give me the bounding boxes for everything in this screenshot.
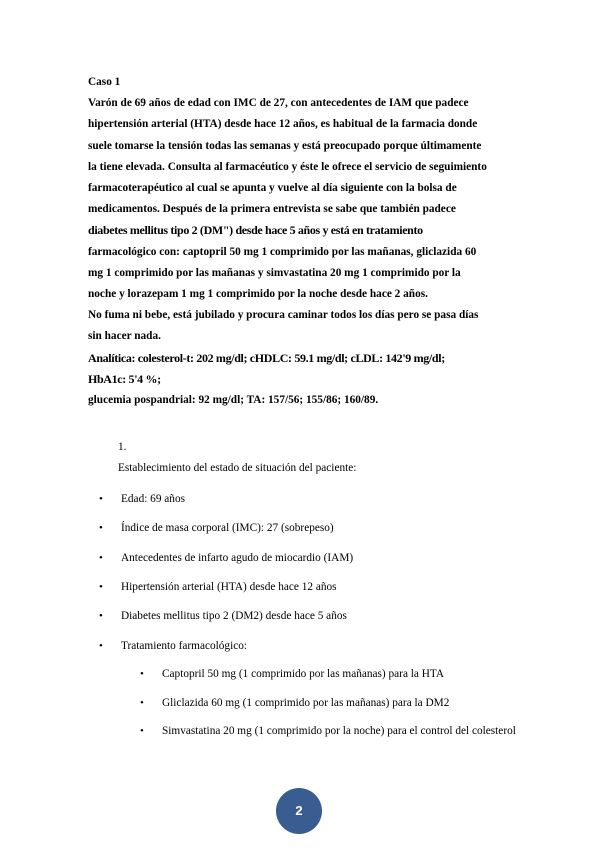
bullet-dot-icon: • [99,610,103,622]
case-line: sin hacer nada. [88,330,161,343]
case-line: suele tomarse la tensión todas las semanas y está preocupado porque últimamente [88,139,482,152]
bullet-dot-icon: • [140,668,144,680]
section-heading: Establecimiento del estado de situación del paciente: [118,462,357,474]
case-line: Varón de 69 años de edad con IMC de 27, con antecedentes de IAM que padece [88,97,469,110]
bullet-text: Hipertensión arterial (HTA) desde hace 12 años [121,581,337,593]
bullet-text: Tratamiento farmacológico: [121,640,248,652]
case-line: No fuma ni bebe, está jubilado y procura caminar todos los días pero se pasa días [88,309,479,322]
case-line: mg 1 comprimido por las mañanas y simvastatina 20 mg 1 comprimido por la [88,266,461,279]
case-title: Caso 1 [88,76,121,88]
bullet-text: Diabetes mellitus tipo 2 (DM2) desde hace 5 años [121,610,347,622]
case-line: farmacoterapéutico al cual se apunta y vuelve al día siguiente con la bolsa de [88,182,457,195]
bullet-dot-icon: • [140,725,144,737]
bullet-dot-icon: • [99,522,103,534]
case-line: diabetes mellitus tipo 2 (DM") desde hace 5 años y está en tratamiento [88,223,423,238]
bullet-text: Edad: 69 años [121,493,186,505]
sub-bullet-text: Captopril 50 mg (1 comprimido por las mañanas) para la HTA [162,668,445,680]
bullet-dot-icon: • [99,640,103,652]
page-number-badge: 2 [276,788,322,834]
lab-results-line: glucemia pospandrial: 92 mg/dl; TA: 157/56; 155/86; 160/89. [88,394,379,407]
section-number: 1. [118,441,127,453]
sub-bullet-text: Gliclazida 60 mg (1 comprimido por las mañanas) para la DM2 [162,697,450,709]
case-description [88,72,528,411]
bullet-dot-icon: • [99,581,103,593]
lab-results-line: Analítica: colesterol-t: 202 mg/dl; cHDLC: 59.1 mg/dl; cLDL: 142'9 mg/dl; [88,350,445,365]
lab-results-line: HbA1c: 5'4 %; [88,371,161,386]
case-line: noche y lorazepam 1 mg 1 comprimido por la noche desde hace 2 años. [88,288,428,301]
bullet-text: Antecedentes de infarto agudo de miocardio (IAM) [121,552,354,564]
bullet-text: Índice de masa corporal (IMC): 27 (sobrepeso) [121,522,334,534]
bullet-dot-icon: • [140,697,144,709]
case-line: farmacológico con: captopril 50 mg 1 comprimido por las mañanas, gliclazida 60 [88,245,477,258]
bullet-dot-icon: • [99,493,103,505]
case-line: la tiene elevada. Consulta al farmacéutico y éste le ofrece el servicio de seguimiento [88,160,487,173]
bullet-dot-icon: • [99,552,103,564]
sub-bullet-text: Simvastatina 20 mg (1 comprimido por la noche) para el control del colesterol [162,725,516,737]
case-line: hipertensión arterial (HTA) desde hace 12 años, es habitual de la farmacia donde [88,118,478,131]
case-line: medicamentos. Después de la primera entrevista se sabe que también padece [88,203,456,216]
